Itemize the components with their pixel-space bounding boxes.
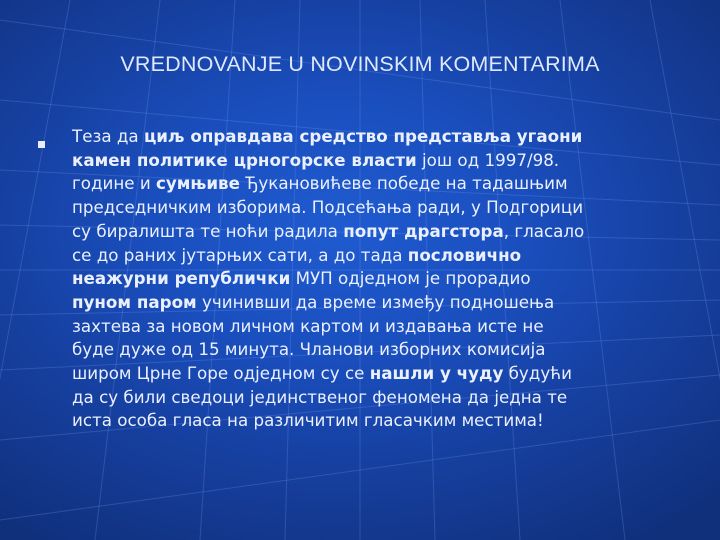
text-run: су биралишта те ноћи радила — [72, 220, 344, 241]
text-run: захтева за новом личном картом и издавања исте не — [72, 315, 544, 336]
slide-title: VREDNOVANJE U NOVINSKIM KOMENTARIMA — [120, 52, 600, 76]
paragraph-line — [72, 267, 712, 291]
bold-text-run: сумњиве — [156, 173, 240, 194]
text-run: председничким изборима. Подсећања ради, у Подгорици — [72, 197, 584, 218]
body-paragraph — [72, 125, 712, 433]
paragraph-line — [72, 386, 712, 410]
bullet-square-icon — [38, 141, 45, 148]
paragraph-line — [72, 362, 712, 386]
text-run: иста особа гласа на различитим гласачким местима! — [72, 410, 544, 431]
paragraph-line — [72, 172, 712, 196]
paragraph-line — [72, 291, 712, 315]
paragraph-line — [72, 409, 712, 433]
paragraph-line — [72, 196, 712, 220]
bold-text-run: циљ оправдава средство представља угаони — [143, 126, 583, 146]
text-run: , гласало — [503, 220, 585, 241]
text-run: још од 1997/98. — [416, 149, 560, 170]
paragraph-line — [72, 125, 712, 149]
paragraph-line — [72, 244, 712, 268]
paragraph-line — [72, 315, 712, 339]
text-run: будући — [503, 363, 572, 384]
bold-text-run: камен политике црногорске власти — [72, 149, 417, 170]
paragraph-line — [72, 149, 712, 173]
bold-text-run: нашли у чуду — [369, 363, 504, 384]
text-run: МУП одједном је прорадио — [290, 268, 531, 289]
text-run: учинивши да време између подношења — [196, 291, 555, 312]
bold-text-run: неажурни републички — [72, 268, 291, 289]
text-run: Теза да — [72, 126, 144, 146]
bold-text-run: пословично — [407, 244, 522, 265]
text-run: године и — [72, 173, 156, 194]
text-run: се до раних јутарњих сати, а до тада — [72, 244, 408, 265]
bold-text-run: пуном паром — [72, 291, 197, 312]
bold-text-run: попут драгстора — [343, 220, 504, 241]
text-run: буде дуже од 15 минута. Чланови изборних комисија — [72, 339, 546, 360]
text-run: широм Црне Горе одједном су се — [72, 363, 370, 384]
text-run: да су били сведоци јединственог феномена да једна те — [72, 386, 568, 407]
paragraph-line — [72, 220, 712, 244]
text-run: Ђукановићеве победе на тадашњим — [239, 173, 568, 194]
paragraph-line — [72, 338, 712, 362]
